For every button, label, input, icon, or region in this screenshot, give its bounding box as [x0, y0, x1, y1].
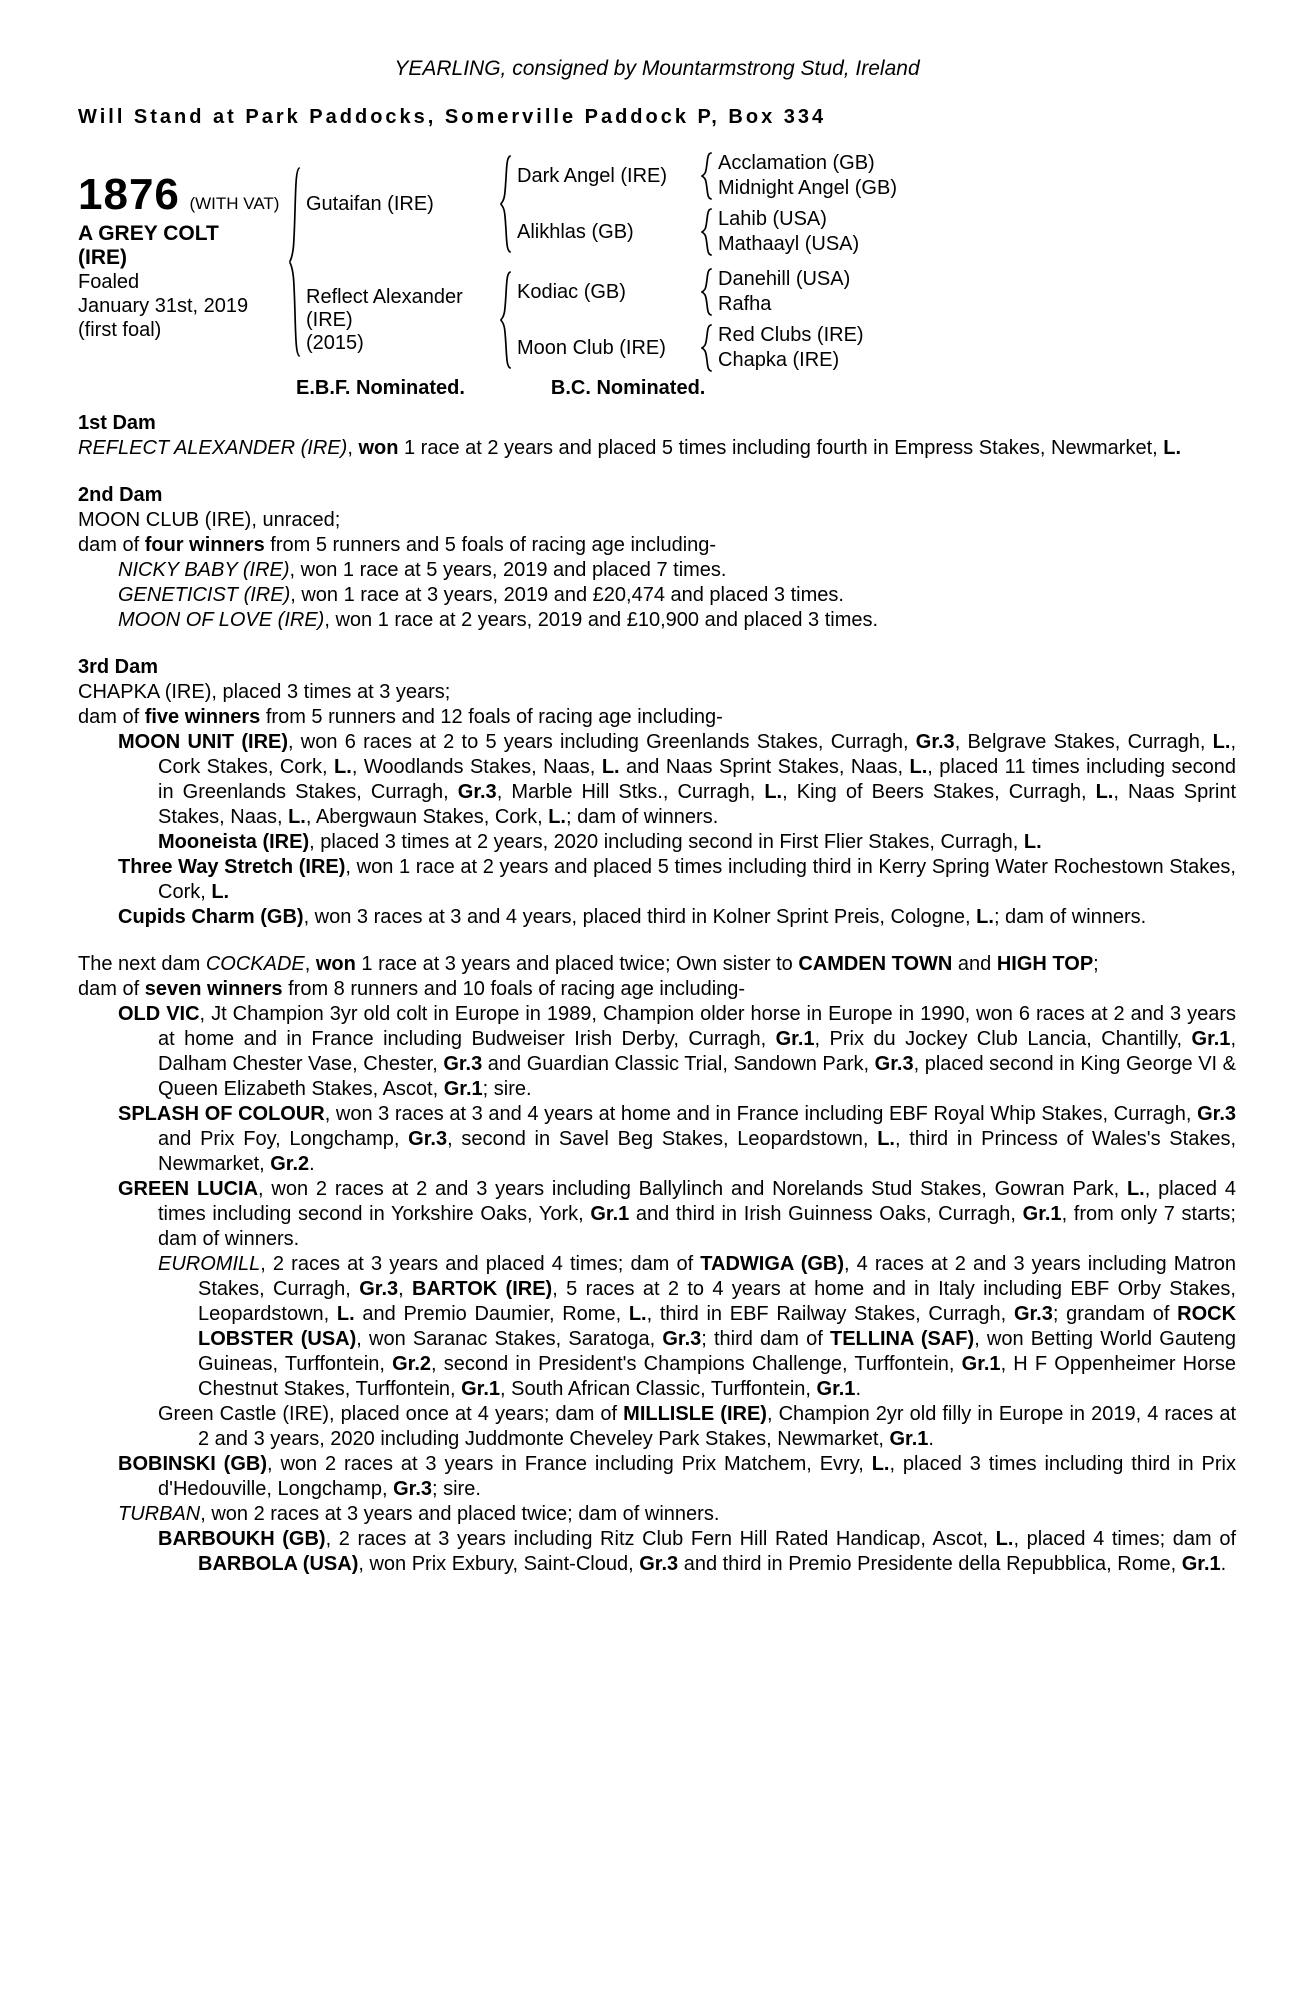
dam-branch	[306, 268, 1236, 372]
generation3-brace-icon	[699, 324, 714, 372]
dam-section	[78, 411, 1236, 461]
sire-sire-parents	[718, 152, 1236, 200]
sire-dam-row	[517, 208, 1236, 256]
text-segment: L.	[995, 1528, 1014, 1550]
text-segment: , H F Oppenheimer Horse Chestnut Stakes, Turffontein,	[198, 1353, 1236, 1400]
text-segment: GENETICIST (IRE)	[118, 584, 291, 606]
generation1-brace-icon	[287, 164, 302, 360]
lot-description: A GREY COLT	[78, 222, 219, 245]
text-segment: , King of Beers Stakes, Curragh,	[782, 781, 1096, 803]
text-segment: Gr.2	[270, 1153, 310, 1175]
text-segment: , won Betting World Gauteng Guineas, Turffontein,	[198, 1328, 1236, 1375]
lot-country: (IRE)	[78, 246, 127, 269]
text-segment: Gr.3	[1197, 1103, 1236, 1125]
text-segment: , won 3 races at 3 and 4 years, placed third in Kolner Sprint Preis, Cologne,	[303, 906, 977, 928]
pedigree-tree	[306, 152, 1236, 372]
text-segment: ; sire.	[482, 1078, 532, 1100]
text-segment: MILLISLE (IRE)	[623, 1403, 767, 1425]
text-segment: Gr.3	[639, 1553, 679, 1575]
text-segment: , third in EBF Railway Stakes, Curragh,	[646, 1303, 1014, 1325]
text-segment: .	[855, 1378, 861, 1400]
text-segment: L.	[877, 1128, 895, 1150]
text-segment: Gr.1	[590, 1203, 630, 1225]
catalogue-paragraph	[78, 1102, 1236, 1177]
text-segment: ; dam of winners.	[565, 806, 719, 828]
dam-dam-name: Moon Club (IRE)	[517, 336, 666, 359]
catalogue-paragraph	[78, 855, 1236, 905]
catalogue-paragraph	[78, 680, 1236, 705]
text-segment: and Premio Daumier, Rome,	[354, 1303, 629, 1325]
text-segment: ,	[398, 1278, 413, 1300]
sire-branch	[306, 152, 1236, 256]
text-segment: BARTOK (IRE)	[412, 1278, 553, 1300]
catalogue-paragraph	[78, 436, 1236, 461]
text-segment: 1 race at 2 years and placed 5 times including fourth in Empress Stakes, Newmarket,	[398, 437, 1164, 459]
text-segment: Gr.2	[392, 1353, 432, 1375]
catalogue-paragraph	[78, 730, 1236, 830]
text-segment: ; third dam of	[701, 1328, 830, 1350]
lot-number: 1876	[78, 170, 180, 219]
text-segment: Gr.3	[915, 731, 955, 753]
text-segment: , second in Savel Beg Stakes, Leopardstown,	[447, 1128, 878, 1150]
dam-name	[306, 286, 494, 355]
catalogue-paragraph	[78, 1452, 1236, 1502]
text-segment: Gr.3	[457, 781, 497, 803]
text-segment: , placed second in King George VI & Queen Elizabeth Stakes, Ascot,	[158, 1053, 1236, 1100]
sire-name: Gutaifan (IRE)	[306, 192, 434, 215]
text-segment: Gr.1	[816, 1378, 856, 1400]
section-heading: 1st Dam	[78, 412, 156, 434]
text-segment: .	[309, 1153, 315, 1175]
section-heading: 3rd Dam	[78, 656, 159, 678]
dam-name-line3: (2015)	[306, 331, 364, 354]
dam-section	[78, 483, 1236, 633]
text-segment: Three Way Stretch (IRE)	[118, 856, 346, 878]
text-segment: 1 race at 3 years and placed twice; Own sister to	[355, 953, 799, 975]
text-segment: , Marble Hill Stks., Curragh,	[496, 781, 765, 803]
text-segment: Gr.1	[889, 1428, 929, 1450]
text-segment: , Woodlands Stakes, Naas,	[351, 756, 602, 778]
text-segment: , Cork Stakes, Cork,	[158, 731, 1236, 778]
text-segment: and Prix Foy, Longchamp,	[158, 1128, 409, 1150]
text-segment: and third in Irish Guinness Oaks, Curragh,	[629, 1203, 1023, 1225]
text-segment: NICKY BABY (IRE)	[118, 559, 290, 581]
text-segment: , from only 7 starts; dam of winners.	[158, 1203, 1236, 1250]
text-segment: Gr.3	[1013, 1303, 1053, 1325]
catalogue-paragraph	[78, 558, 1236, 583]
sire-dam-name: Alikhlas (GB)	[517, 220, 634, 243]
text-segment: Gr.3	[874, 1053, 914, 1075]
text-segment: , won 3 races at 3 and 4 years at home and in France including EBF Royal Whip Stakes, Curragh,	[324, 1103, 1198, 1125]
text-segment: , Abergwaun Stakes, Cork,	[305, 806, 549, 828]
ebf-nominated: E.B.F. Nominated.	[296, 377, 465, 399]
generation3-brace-icon	[699, 152, 714, 200]
text-segment: REFLECT ALEXANDER (IRE)	[78, 437, 348, 459]
catalogue-paragraph	[78, 830, 1236, 855]
consignor-line: YEARLING, consigned by Mountarmstrong Stud, Ireland	[394, 57, 920, 80]
text-segment: , won 1 race at 5 years, 2019 and placed 7 times.	[289, 559, 727, 581]
text-segment: L.	[1163, 437, 1182, 459]
catalogue-paragraph	[78, 952, 1236, 977]
text-segment: ; sire.	[432, 1478, 481, 1500]
text-segment: , Jt Champion 3yr old colt in Europe in 1989, Champion older horse in Europe in 1990, won 6 races at 2 and 3 years at home and in France including Budweiser Irish Derby, Curragh,	[158, 1003, 1236, 1050]
text-segment: Gr.1	[961, 1353, 1001, 1375]
dam-section	[78, 655, 1236, 930]
text-segment: Gr.1	[1181, 1553, 1221, 1575]
text-segment: TADWIGA (GB)	[700, 1253, 845, 1275]
catalogue-paragraph	[78, 1527, 1236, 1577]
text-segment: Gr.1	[1191, 1028, 1231, 1050]
text-segment: , 2 races at 3 years and placed 4 times; dam of	[260, 1253, 701, 1275]
text-segment: ; dam of winners.	[993, 906, 1147, 928]
text-segment: dam of	[78, 978, 145, 1000]
catalogue-paragraph	[78, 508, 1236, 533]
text-segment: ;	[1093, 953, 1099, 975]
text-segment: , Naas Sprint Stakes, Naas,	[158, 781, 1236, 828]
catalogue-paragraph	[78, 583, 1236, 608]
text-segment: , South African Classic, Turffontein,	[500, 1378, 817, 1400]
text-segment: CAMDEN TOWN	[798, 953, 953, 975]
text-segment: , 4 races at 2 and 3 years including Matron Stakes, Curragh,	[198, 1253, 1237, 1300]
text-segment: , won 1 race at 3 years, 2019 and £20,474 and placed 3 times.	[290, 584, 844, 606]
sire-sire-sire-name: Acclamation (GB)	[718, 152, 875, 174]
catalogue-text	[78, 411, 1236, 1577]
text-segment: ,	[347, 437, 359, 459]
catalogue-paragraph	[78, 1252, 1236, 1402]
text-segment: , placed 3 times at 2 years, 2020 including second in First Flier Stakes, Curragh,	[309, 831, 1024, 853]
text-segment: Gr.3	[408, 1128, 448, 1150]
text-segment: , placed 11 times including second in Greenlands Stakes, Curragh,	[158, 756, 1236, 803]
first-foal-note: (first foal)	[78, 319, 162, 341]
sire-dam-dam-name: Mathaayl (USA)	[718, 233, 860, 255]
text-segment: TURBAN	[118, 1503, 201, 1525]
text-segment: ; grandam of	[1052, 1303, 1178, 1325]
text-segment: four winners	[144, 534, 265, 556]
pedigree-block	[78, 152, 1236, 372]
text-segment: L.	[1212, 731, 1231, 753]
text-segment: TELLINA (SAF)	[830, 1328, 975, 1350]
text-segment: HIGH TOP	[996, 953, 1094, 975]
text-segment: L.	[976, 906, 994, 928]
text-segment: , placed 4 times; dam of	[1013, 1528, 1236, 1550]
text-segment: The next dam	[78, 953, 206, 975]
sire-dam-parents	[718, 208, 1236, 256]
text-segment: , 2 races at 3 years including Ritz Club Fern Hill Rated Handicap, Ascot,	[325, 1528, 996, 1550]
catalogue-paragraph	[78, 1177, 1236, 1252]
text-segment: MOON CLUB (IRE), unraced;	[78, 509, 341, 531]
catalogue-paragraph	[78, 608, 1236, 633]
text-segment: , second in President's Champions Challenge, Turffontein,	[431, 1353, 962, 1375]
text-segment: L.	[334, 756, 352, 778]
text-segment: , placed 3 times including third in Prix d'Hedouville, Longchamp,	[158, 1453, 1237, 1500]
text-segment: Green Castle (IRE), placed once at 4 years; dam of	[158, 1403, 624, 1425]
text-segment: , third in Princess of Wales's Stakes, Newmarket,	[158, 1128, 1236, 1175]
text-segment: and third in Premio Presidente della Repubblica, Rome,	[678, 1553, 1182, 1575]
text-segment: , won 2 races at 3 years in France including Prix Matchem, Evry,	[267, 1453, 872, 1475]
dam-sire-sire-name: Danehill (USA)	[718, 268, 851, 290]
text-segment: L.	[1023, 831, 1042, 853]
text-segment: from 5 runners and 12 foals of racing age including-	[260, 706, 723, 728]
text-segment: L.	[1095, 781, 1114, 803]
text-segment: seven winners	[144, 978, 283, 1000]
foaled-label: Foaled	[78, 271, 140, 293]
text-segment: Gr.1	[443, 1078, 483, 1100]
text-segment: Gr.1	[775, 1028, 815, 1050]
lot-number-line	[78, 170, 283, 219]
sire-sire-name: Dark Angel (IRE)	[517, 164, 668, 187]
text-segment: , won 2 races at 2 and 3 years including Ballylinch and Norelands Stud Stakes, Gowran Park,	[258, 1178, 1127, 1200]
text-segment: Gr.3	[359, 1278, 399, 1300]
text-segment: , Belgrave Stakes, Curragh,	[954, 731, 1213, 753]
text-segment: OLD VIC	[118, 1003, 200, 1025]
dam-sire-row	[517, 268, 1236, 316]
text-segment: dam of	[78, 534, 145, 556]
dam-dam-dam-name: Chapka (IRE)	[718, 349, 840, 371]
dam-sire-parents	[718, 268, 1236, 316]
text-segment: , won 1 race at 2 years, 2019 and £10,900 and placed 3 times.	[324, 609, 879, 631]
text-segment: L.	[288, 806, 306, 828]
text-segment: and Naas Sprint Stakes, Naas,	[619, 756, 910, 778]
catalogue-paragraph	[78, 1002, 1236, 1102]
text-segment: L.	[601, 756, 620, 778]
text-segment: from 5 runners and 5 foals of racing age including-	[264, 534, 717, 556]
foaled-date: January 31st, 2019	[78, 295, 249, 317]
text-segment: L.	[548, 806, 566, 828]
text-segment: Gr.3	[393, 1478, 432, 1500]
dam-dam-parents	[718, 324, 1236, 372]
dam-dam-sire-name: Red Clubs (IRE)	[718, 324, 864, 346]
text-segment: , won 2 races at 3 years and placed twice; dam of winners.	[200, 1503, 720, 1525]
generation2-brace-icon	[498, 154, 513, 254]
lot-vat-note: (WITH VAT)	[189, 194, 280, 213]
text-segment: won	[358, 437, 399, 459]
text-segment: MOON UNIT (IRE)	[118, 731, 289, 753]
dam-name-line2: (IRE)	[306, 308, 353, 331]
text-segment: Gr.1	[1022, 1203, 1062, 1225]
text-segment: L.	[628, 1303, 647, 1325]
text-segment: five winners	[144, 706, 261, 728]
catalogue-paragraph	[78, 905, 1236, 930]
text-segment: L.	[211, 881, 230, 903]
text-segment: BARBOLA (USA)	[198, 1553, 359, 1575]
dam-section	[78, 952, 1236, 1577]
text-segment: Gr.1	[461, 1378, 501, 1400]
text-segment: won	[315, 953, 356, 975]
text-segment: SPLASH OF COLOUR	[118, 1103, 325, 1125]
dam-sire-name: Kodiac (GB)	[517, 280, 626, 303]
text-segment: Cupids Charm (GB)	[118, 906, 304, 928]
text-segment: dam of	[78, 706, 145, 728]
catalogue-paragraph	[78, 977, 1236, 1002]
sire-sire-dam-name: Midnight Angel (GB)	[718, 177, 897, 199]
text-segment: L.	[871, 1453, 890, 1475]
dam-sire-dam-name: Rafha	[718, 293, 772, 315]
text-segment: L.	[1126, 1178, 1145, 1200]
text-segment: COCKADE	[205, 953, 305, 975]
text-segment: , won Prix Exbury, Saint-Cloud,	[358, 1553, 640, 1575]
text-segment: and Guardian Classic Trial, Sandown Park,	[482, 1053, 875, 1075]
dam-parents	[517, 268, 1236, 372]
text-segment: ,	[304, 953, 316, 975]
bc-nominated: B.C. Nominated.	[550, 377, 706, 399]
stand-location-line: Will Stand at Park Paddocks, Somerville Paddock P, Box 334	[78, 106, 827, 128]
text-segment: L.	[764, 781, 783, 803]
section-heading: 2nd Dam	[78, 484, 163, 506]
sire-sire-row	[517, 152, 1236, 200]
text-segment: , placed 4 times including second in Yorkshire Oaks, York,	[158, 1178, 1236, 1225]
generation3-brace-icon	[699, 268, 714, 316]
text-segment: BOBINSKI (GB)	[118, 1453, 267, 1475]
text-segment: , won 1 race at 2 years and placed 5 times including third in Kerry Spring Water Rochestown Stakes, Cork,	[158, 856, 1236, 903]
catalogue-paragraph	[78, 705, 1236, 730]
text-segment: BARBOUKH (GB)	[158, 1528, 326, 1550]
text-segment: EUROMILL	[158, 1253, 261, 1275]
text-segment: from 8 runners and 10 foals of racing age including-	[282, 978, 746, 1000]
generation2-brace-icon	[498, 270, 513, 370]
sire-dam-sire-name: Lahib (USA)	[718, 208, 827, 230]
text-segment: and	[952, 953, 997, 975]
nomination-line	[78, 376, 1236, 401]
text-segment: L.	[336, 1303, 355, 1325]
text-segment: , 5 races at 2 to 4 years at home and in Italy including EBF Orby Stakes, Leopardstown,	[198, 1278, 1236, 1325]
sire-parents	[517, 152, 1236, 256]
generation3-brace-icon	[699, 208, 714, 256]
text-segment: L.	[909, 756, 928, 778]
text-segment: Gr.3	[443, 1053, 483, 1075]
text-segment: , won Saranac Stakes, Saratoga,	[356, 1328, 663, 1350]
text-segment: Mooneista (IRE)	[158, 831, 310, 853]
text-segment: GREEN LUCIA	[118, 1178, 259, 1200]
text-segment: MOON OF LOVE (IRE)	[118, 609, 325, 631]
text-segment: CHAPKA (IRE), placed 3 times at 3 years;	[78, 681, 451, 703]
lot-info	[78, 170, 283, 342]
text-segment: .	[1220, 1553, 1227, 1575]
dam-dam-row	[517, 324, 1236, 372]
text-segment: , Prix du Jockey Club Lancia, Chantilly,	[814, 1028, 1192, 1050]
text-segment: ROCK LOBSTER (USA)	[198, 1303, 1237, 1350]
text-segment: .	[928, 1428, 934, 1450]
catalogue-paragraph	[78, 533, 1236, 558]
text-segment: , won 6 races at 2 to 5 years including Greenlands Stakes, Curragh,	[288, 731, 916, 753]
catalogue-paragraph	[78, 1502, 1236, 1527]
text-segment: , Champion 2yr old filly in Europe in 2019, 4 races at 2 and 3 years, 2020 including Juddmonte Cheveley Park Stakes, Newmarket,	[198, 1403, 1236, 1450]
dam-name-line1: Reflect Alexander	[306, 285, 463, 308]
text-segment: , Dalham Chester Vase, Chester,	[158, 1028, 1236, 1075]
text-segment: Gr.3	[662, 1328, 702, 1350]
catalogue-paragraph	[78, 1402, 1236, 1452]
